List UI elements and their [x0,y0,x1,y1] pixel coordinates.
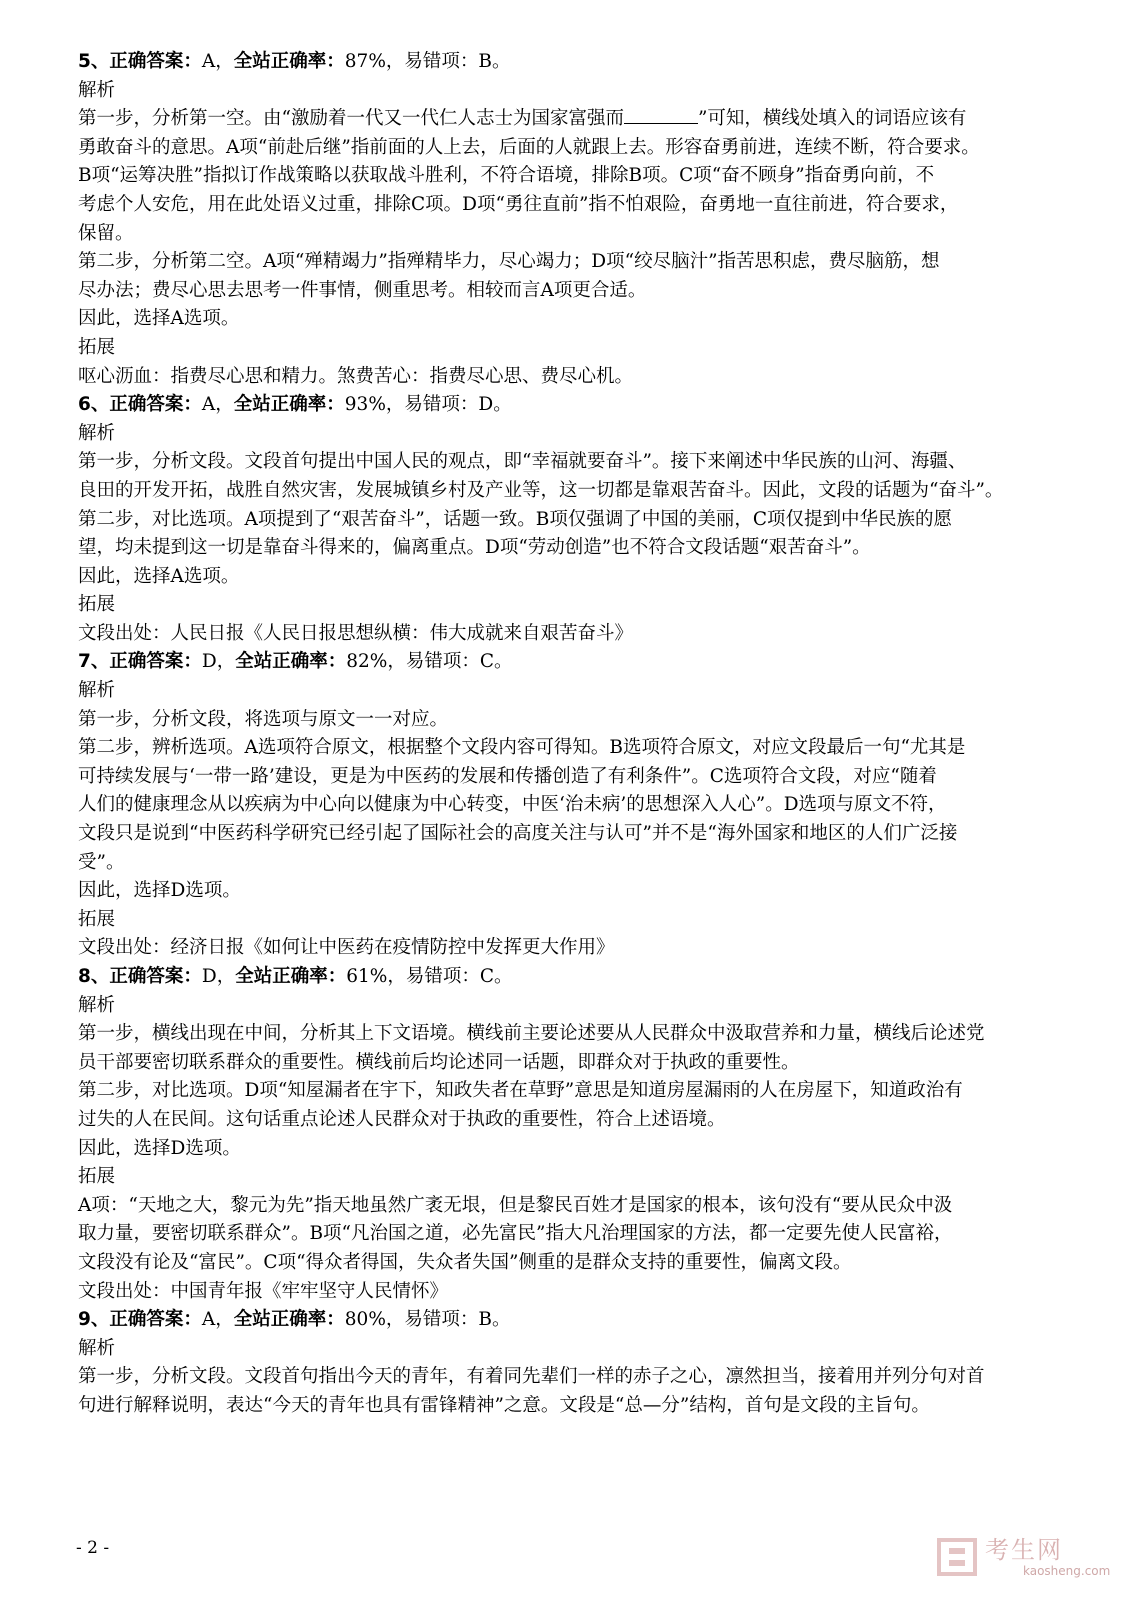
extension-line: 文段没有论及“富民”。C项“得众者得国，失众者失国”侧重的是群众支持的重要性，偏离文段。 [78,1251,852,1273]
extension-label: 拓展 [78,594,116,616]
analysis-label: 解析 [78,422,116,444]
analysis-label: 解析 [78,79,116,101]
analysis-label: 解析 [78,680,116,702]
watermark-url: kaosheng.com [1023,1564,1111,1578]
watermark-logo-icon [935,1534,979,1578]
analysis-line: 员干部要密切联系群众的重要性。横线前后均论述同一话题，即群众对于执政的重要性。 [78,1051,800,1073]
analysis-line: 尽办法；费尽心思去思考一件事情，侧重思考。相较而言A项更合适。 [78,279,647,301]
analysis-line: 良田的开发开拓，战胜自然灾害，发展城镇乡村及产业等，这一切都是靠艰苦奋斗。因此，文段的话题为“奋斗”。 [78,479,1004,501]
analysis-line: 保留。 [78,222,134,244]
analysis-line: 考虑个人安危，用在此处语义过重，排除C项。D项“勇往直前”指不怕艰险，奋勇地一直往前进，符合要求， [78,193,959,215]
analysis-line: 第二步，对比选项。D项“知屋漏者在宇下，知政失者在草野”意思是知道房屋漏雨的人在房屋下，知道政治有 [78,1080,963,1102]
question-8 [78,963,1058,1306]
question-5 [78,48,1058,391]
site-watermark [935,1530,1115,1590]
question-header: 6、正确答案：A，全站正确率：93%，易错项：D。 [78,394,512,416]
analysis-line: 第一步，分析第一空。由“激励着一代又一代仁人志士为国家富强而 ”可知，横线处填入的词语应该有 [78,105,1058,134]
analysis-line: 第二步，对比选项。A项提到了“艰苦奋斗”，话题一致。B项仅强调了中国的美丽，C项仅提到中华民族的愿 [78,508,953,530]
analysis-line: 因此，选择D选项。 [78,1137,241,1159]
question-9 [78,1306,1058,1420]
extension-line: 呕心沥血：指费尽心思和精力。煞费苦心：指费尽心思、费尽心机。 [78,365,634,387]
analysis-line: 第二步，分析第二空。A项“殚精竭力”指殚精毕力，尽心竭力；D项“绞尽脑汁”指苦思积虑，费尽脑筋，想 [78,251,940,273]
question-header: 7、正确答案：D，全站正确率：82%，易错项：C。 [78,651,513,673]
analysis-line: 因此，选择A选项。 [78,565,240,587]
watermark-text: 考生网 [985,1536,1063,1564]
question-6 [78,391,1058,648]
page-number: - 2 - [76,1538,110,1558]
document-body [78,48,1058,1421]
analysis-line: 可持续发展与‘一带一路’建设，更是为中医药的发展和传播创造了有利条件”。C选项符合文段，对应“随着 [78,765,937,787]
extension-line: A项：“天地之大，黎元为先”指天地虽然广袤无垠，但是黎民百姓才是国家的根本，该句没有“要从民众中汲 [78,1194,953,1216]
analysis-line: 勇敢奋斗的意思。A项“前赴后继”指前面的人上去，后面的人就跟上去。形容奋勇前进，连续不断，符合要求。 [78,136,980,158]
extension-label: 拓展 [78,908,116,930]
extension-line: 文段出处：人民日报《人民日报思想纵横：伟大成就来自艰苦奋斗》 [78,622,634,644]
analysis-line: 第一步，横线出现在中间，分析其上下文语境。横线前主要论述要从人民群众中汲取营养和力量，横线后论述党 [78,1023,985,1045]
analysis-line: 句进行解释说明，表达“今天的青年也具有雷锋精神”之意。文段是“总—分”结构，首句是文段的主旨句。 [78,1394,930,1416]
analysis-line: 第一步，分析文段。文段首句提出中国人民的观点，即“幸福就要奋斗”。接下来阐述中华民族的山河、海疆、 [78,451,967,473]
extension-label: 拓展 [78,336,116,358]
question-header: 9、正确答案：A，全站正确率：80%，易错项：B。 [78,1309,511,1331]
analysis-line: 人们的健康理念从以疾病为中心向以健康为中心转变，中医‘治未病’的思想深入人心”。D选项与原文不符， [78,794,947,816]
analysis-line: 望，均未提到这一切是靠奋斗得来的，偏离重点。D项“劳动创造”也不符合文段话题“艰苦奋斗”。 [78,537,871,559]
analysis-line: 因此，选择D选项。 [78,880,241,902]
question-header: 5、正确答案：A，全站正确率：87%，易错项：B。 [78,51,511,72]
extension-line: 文段出处：中国青年报《牢牢坚守人民情怀》 [78,1280,449,1302]
answer-blank [624,105,698,124]
analysis-line: 受”。 [78,851,125,873]
analysis-line: B项“运筹决胜”指拟订作战策略以获取战斗胜利，不符合语境，排除B项。C项“奋不顾身”指奋勇向前，不 [78,165,935,187]
question-7 [78,648,1058,963]
analysis-line: 过失的人在民间。这句话重点论述人民群众对于执政的重要性，符合上述语境。 [78,1108,726,1130]
analysis-label: 解析 [78,1337,116,1359]
question-header: 8、正确答案：D，全站正确率：61%，易错项：C。 [78,966,513,987]
extension-label: 拓展 [78,1166,116,1188]
analysis-line: 第一步，分析文段。文段首句指出今天的青年，有着同先辈们一样的赤子之心，凛然担当，接着用并列分句对首 [78,1366,985,1388]
analysis-line: 第二步，辨析选项。A选项符合原文，根据整个文段内容可得知。B选项符合原文，对应文段最后一句“尤其是 [78,737,966,759]
extension-line: 取力量，要密切联系群众”。B项“凡治国之道，必先富民”指大凡治理国家的方法，都一定要先使人民富裕， [78,1223,953,1245]
analysis-line: 第一步，分析文段，将选项与原文一一对应。 [78,708,449,730]
extension-line: 文段出处：经济日报《如何让中医药在疫情防控中发挥更大作用》 [78,937,615,959]
analysis-line: 因此，选择A选项。 [78,308,240,330]
analysis-label: 解析 [78,994,116,1016]
analysis-line: 文段只是说到“中医药科学研究已经引起了国际社会的高度关注与认可”并不是“海外国家和地区的人们广泛接 [78,823,958,845]
